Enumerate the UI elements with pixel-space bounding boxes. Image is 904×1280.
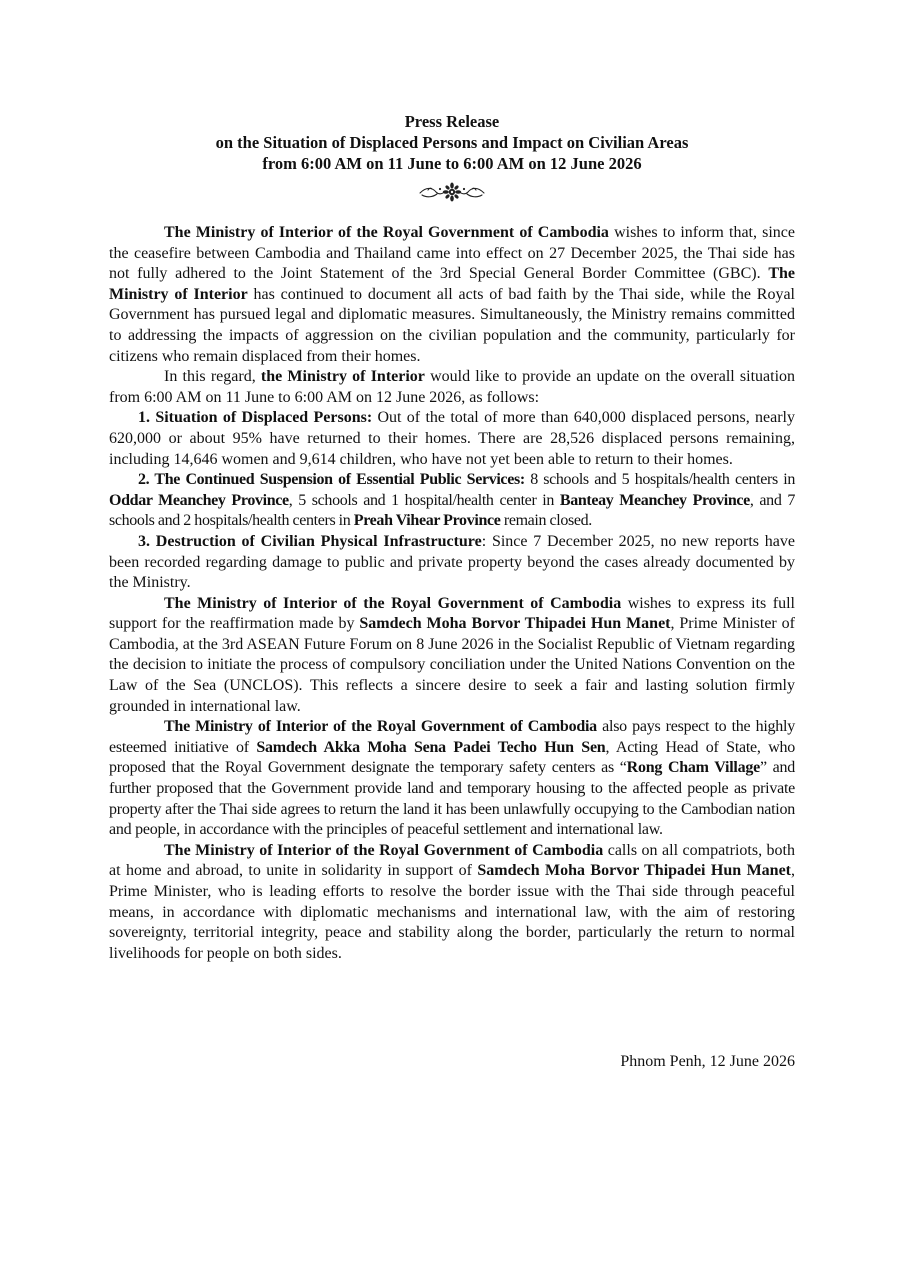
document-subtitle-line-1: on the Situation of Displaced Persons and Impact on Civilian Areas xyxy=(215,133,689,152)
bold-text: The Ministry of Interior of the Royal Government of Cambodia xyxy=(164,594,622,612)
bold-text: The Ministry of Interior of the Royal Government of Cambodia xyxy=(164,841,604,859)
document-subtitle-line-2: from 6:00 AM on 11 June to 6:00 AM on 12 June 2026 xyxy=(262,154,642,173)
paragraph-respect: The Ministry of Interior of the Royal Government of Cambodia also pays respect to the highly esteemed initiative of Samdech Akka Moha Sena Padei Techo Hun Sen, Acting Head of State, who proposed that the Royal Government designate the temporary safety centers as “Rong Cham Village” and further proposed that the Government provide land and temporary housing to the affected people as private property after the Thai side agrees to return the land it has been unlawfully occupying to the Cambodian nation and people, in accordance with the principles of peaceful settlement and international law. xyxy=(109,718,796,839)
signature-place-date: Phnom Penh, 12 June 2026 xyxy=(620,1053,795,1070)
floral-divider-icon xyxy=(0,181,904,205)
province-name: Preah Vihear Province xyxy=(353,512,501,530)
paragraph-intro: The Ministry of Interior of the Royal Government of Cambodia wishes to inform that, since the ceasefire between Cambodia and Thailand came into effect on 27 December 2025, the Thai side has not fully adhered to the Joint Statement of the 3rd Special General Border Committee (GBC). The Ministry of Interior has continued to document all acts of bad faith by the Thai side, while the Royal Government has pursued legal and diplomatic measures. Simultaneously, the Ministry remains committed to addressing the impacts of aggression on the civilian population and the community, particularly for citizens who remain displaced from their homes. xyxy=(109,224,796,365)
person-name: Samdech Moha Borvor Thipadei Hun Manet xyxy=(477,862,791,880)
person-name: Samdech Akka Moha Sena Padei Techo Hun Sen xyxy=(256,738,606,756)
list-item-heading: 3. Destruction of Civilian Physical Infrastructure xyxy=(138,532,482,550)
list-item-displaced-persons: 1. Situation of Displaced Persons: Out of the total of more than 640,000 displaced persons, nearly 620,000 or about 95% have returned to their homes. There are 28,526 displaced persons remaining, including 14,646 women and 9,614 children, who have not yet been able to return to their homes. xyxy=(109,409,795,468)
person-name: Samdech Moha Borvor Thipadei Hun Manet xyxy=(359,615,671,633)
list-item-heading: 1. Situation of Displaced Persons: xyxy=(138,409,373,427)
document-header xyxy=(0,111,904,174)
document-title: Press Release xyxy=(404,112,500,131)
province-name: Banteay Meanchey Province xyxy=(559,491,750,509)
paragraph-update: In this regard, the Ministry of Interior would like to provide an update on the overall situation from 6:00 AM on 11 June to 6:00 AM on 12 June 2026, as follows: xyxy=(109,368,796,406)
bold-text: The Ministry of Interior xyxy=(109,265,795,303)
paragraph-appeal: The Ministry of Interior of the Royal Government of Cambodia calls on all compatriots, both at home and abroad, to unite in solidarity in support of Samdech Moha Borvor Thipadei Hun Manet, Prime Minister, who is leading efforts to resolve the border issue with the Thai side through peaceful means, in accordance with diplomatic mechanisms and international law, with the aim of restoring sovereignty, territorial integrity, peace and stability along the border, particularly the return to normal livelihoods for people on both sides. xyxy=(109,841,796,962)
list-item-public-services: 2. The Continued Suspension of Essential Public Services: 8 schools and 5 hospitals/health centers in Oddar Meanchey Province, 5 schools and 1 hospital/health center in Banteay Meanchey Province, and 7 schools and 2 hospitals/health centers in Preah Vihear Province remain closed. xyxy=(109,471,795,530)
province-name: Oddar Meanchey Province xyxy=(109,491,289,509)
bold-text: the Ministry of Interior xyxy=(260,368,425,386)
bold-text: The Ministry of Interior of the Royal Government of Cambodia xyxy=(164,718,597,736)
list-item-infrastructure: 3. Destruction of Civilian Physical Infrastructure: Since 7 December 2025, no new reports have been recorded regarding damage to public and private property beyond the cases already documented by the Ministry. xyxy=(109,532,796,592)
bold-text: The Ministry of Interior of the Royal Government of Cambodia xyxy=(164,224,609,241)
list-item-heading: 2. The Continued Suspension of Essential Public Services: xyxy=(138,471,525,489)
paragraph-support: The Ministry of Interior of the Royal Government of Cambodia wishes to express its full support for the reaffirmation made by Samdech Moha Borvor Thipadei Hun Manet, Prime Minister of Cambodia, at the 3rd ASEAN Future Forum on 8 June 2026 in the Socialist Republic of Vietnam regarding the decision to initiate the process of compulsory conciliation under the United Nations Convention on the Law of the Sea (UNCLOS). This reflects a sincere desire to seek a fair and lasting solution firmly grounded in international law. xyxy=(109,594,795,715)
village-name: Rong Cham Village xyxy=(626,759,760,777)
document-body xyxy=(109,223,795,964)
